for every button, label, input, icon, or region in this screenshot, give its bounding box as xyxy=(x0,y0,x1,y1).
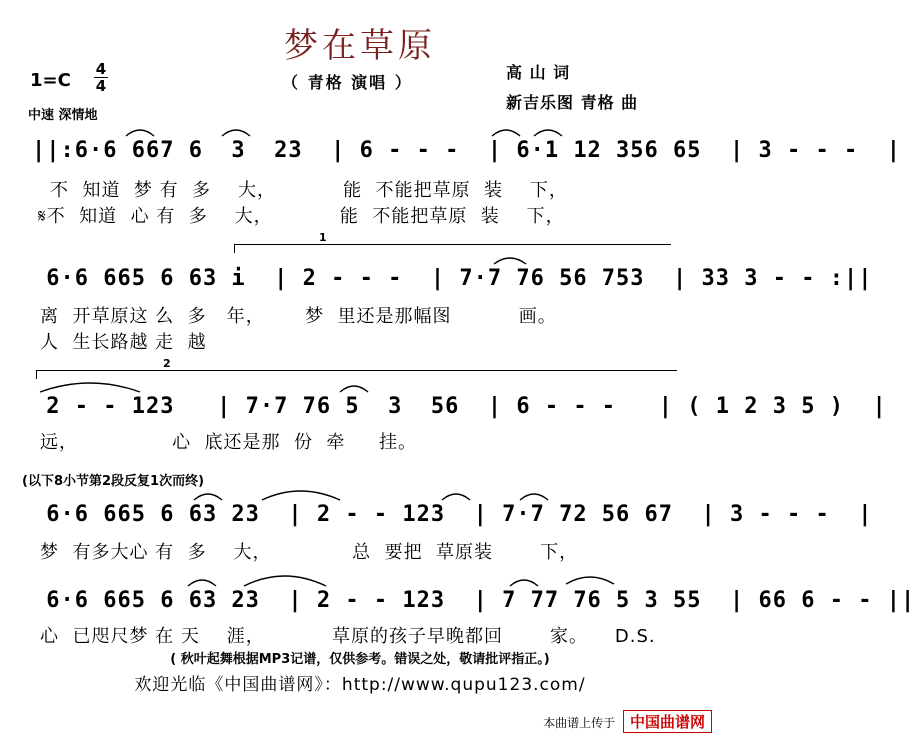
repeat-remark: (以下8小节第2段反复1次而终) xyxy=(22,474,205,489)
slur-arc xyxy=(222,130,250,136)
slur-arc xyxy=(340,386,368,392)
composer-credit: 新吉乐图 青格 曲 xyxy=(506,93,639,112)
notes-row-5: 6·6 665 6 63 23 | 2 - - 123 | 7 77 76 5 3 55 | 66 6 - - || xyxy=(32,588,915,613)
footer-text: 本曲谱上传于 xyxy=(543,716,616,730)
slur-arc xyxy=(510,580,538,586)
page-title: 梦在草原 xyxy=(284,26,436,66)
tempo-marking: 中速 深情地 xyxy=(28,108,98,123)
lyrics-row-3: 远， 心 底还是那 份 牵 挂。 xyxy=(40,432,418,453)
notes-row-2: 6·6 665 6 63 i | 2 - - - | 7·7 76 56 753 | 33 3 - - :|| xyxy=(32,266,873,291)
tie-arc xyxy=(566,577,614,584)
tie-arc xyxy=(262,491,340,500)
lyrics-row-1-verse-1: 不 知道 梦 有 多 大， 能 不能把草原 装 下， xyxy=(50,180,568,201)
lyricist-credit: 高 山 词 xyxy=(506,63,571,82)
tie-arc xyxy=(244,576,326,586)
slur-arc xyxy=(534,130,562,136)
lyrics-row-2-verse-1: 离 开草原这 么 多 年， 梦 里还是那幅图 画。 xyxy=(40,306,557,327)
slur-arc xyxy=(492,130,520,136)
notes-row-3: 2 - - 123 | 7·7 76 5 3 56 | 6 - - - | ( 1 2 3 5 ) | xyxy=(32,394,887,419)
tie-arc xyxy=(40,383,140,392)
time-bottom: 4 xyxy=(95,77,107,95)
lyrics-row-2-verse-2: 人 生长路越 走 越 xyxy=(40,332,207,353)
slur-arc xyxy=(188,580,216,586)
notes-row-4: 6·6 665 6 63 23 | 2 - - 123 | 7·7 72 56 67 | 3 - - - | xyxy=(32,502,873,527)
transcriber-remark: ( 秋叶起舞根据MP3记谱，仅供参考。错误之处，敬请批评指正。) xyxy=(170,652,550,667)
time-top: 4 xyxy=(95,60,107,78)
notes-row-1: ||:6·6 667 6 3 23 | 6 - - - | 6·1 12 356 65 | 3 - - - | xyxy=(32,138,901,163)
volta-number-2: 2 xyxy=(163,357,171,370)
slur-arc xyxy=(442,494,470,500)
slur-arc xyxy=(194,494,222,500)
site-logo: 中国曲谱网 xyxy=(623,710,712,733)
slur-arc xyxy=(494,258,526,264)
welcome-line: 欢迎光临《中国曲谱网》：http://www.qupu123.com/ xyxy=(134,675,586,695)
volta-number-1: 1 xyxy=(319,231,327,244)
upload-footer xyxy=(543,710,712,733)
slur-arc xyxy=(520,494,548,500)
lyrics-row-5: 心 已咫尺梦 在 天 涯， 草原的孩子早晚都回 家。 D.S. xyxy=(40,626,656,647)
slur-arc xyxy=(126,130,154,136)
key-signature: 1=C xyxy=(30,70,71,91)
singer-credit: （ 青格 演唱 ） xyxy=(282,73,413,92)
lyrics-row-4: 梦 有多大心 有 多 大， 总 要把 草原装 下， xyxy=(40,542,579,563)
lyrics-row-1-verse-2: 𝄋不 知道 心 有 多 大， 能 不能把草原 装 下， xyxy=(38,206,565,227)
